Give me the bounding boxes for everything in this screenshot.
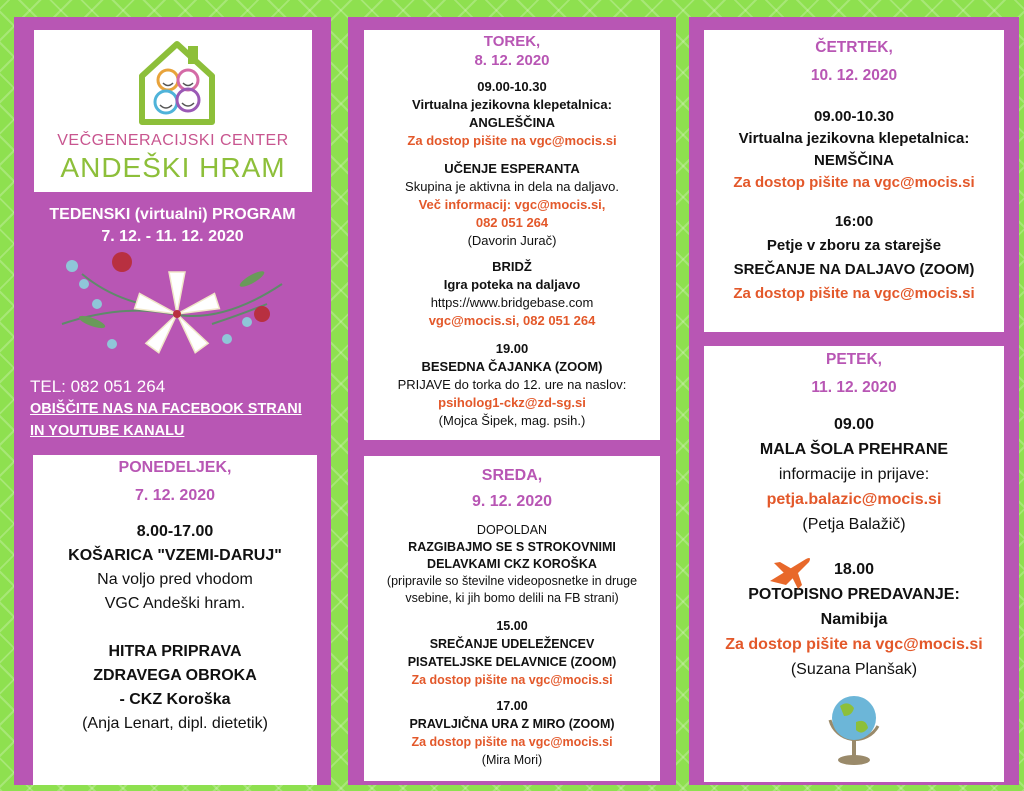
program-title-block (14, 204, 331, 248)
wednesday-ev1-title1: RAZGIBAJMO SE S STROKOVNIMI (408, 540, 616, 554)
monday-ev2-title1: HITRA PRIPRAVA (108, 643, 242, 660)
wednesday-ev2-time: 15.00 (496, 619, 528, 633)
logo-line2: ANDEŠKI HRAM (60, 152, 286, 183)
contact-block (30, 376, 302, 442)
tuesday-ev1-time: 09.00-10.30 (477, 79, 547, 94)
wednesday-date: 9. 12. 2020 (471, 493, 553, 510)
wednesday-ev3-note: (Mira Mori) (481, 753, 543, 767)
friday-day: PETEK, (826, 351, 882, 368)
tuesday-ev2-note: (Davorin Jurač) (467, 233, 557, 248)
wednesday-ev1-note2: vsebine, ki jih bomo delili na FB strani) (405, 591, 619, 605)
wednesday-ev2-title1: SREČANJE UDELEŽENCEV (429, 637, 595, 651)
monday-ev2-title2: ZDRAVEGA OBROKA (93, 667, 257, 684)
thursday-day: ČETRTEK, (815, 39, 893, 56)
tuesday-ev3-title: BRIDŽ (492, 259, 532, 274)
monday-ev1-time: 8.00-17.00 (136, 523, 214, 540)
tuesday-ev4-time: 19.00 (495, 341, 529, 356)
tuesday-ev4-note: (Mojca Šipek, mag. psih.) (438, 413, 586, 428)
monday-ev1-line2: VGC Andeški hram. (104, 595, 246, 612)
friday-ev1-title: MALA ŠOLA PREHRANE (759, 441, 949, 458)
tuesday-ev3-subtitle: Igra poteka na daljavo (443, 277, 581, 292)
friday-card (704, 346, 1004, 782)
thursday-ev2-time: 16:00 (834, 213, 874, 230)
monday-ev1-title: KOŠARICA "VZEMI-DARUJ" (68, 547, 282, 564)
tuesday-day: TOREK, (483, 33, 541, 50)
wednesday-ev1-note1: (pripravile so številne videoposnetke in druge (386, 574, 638, 588)
monday-ev1-line1: Na voljo pred vhodom (97, 571, 253, 588)
friday-ev2-time: 18.00 (833, 561, 875, 578)
thursday-ev1-title2: NEMŠČINA (813, 152, 894, 169)
friday-ev2-contact: Za dostop pišite na vgc@mocis.si (725, 636, 983, 653)
program-dates: 7. 12. - 11. 12. 2020 (101, 228, 244, 245)
tuesday-ev3-contact: vgc@mocis.si, 082 051 264 (428, 313, 596, 328)
friday-ev1-note: (Petja Balažič) (802, 516, 906, 533)
wednesday-ev2-contact: Za dostop pišite na vgc@mocis.si (411, 673, 613, 687)
monday-date: 7. 12. 2020 (134, 487, 216, 504)
wednesday-ev1-time: DOPOLDAN (476, 523, 548, 537)
tuesday-ev4-email: psiholog1-ckz@zd-sg.si (438, 395, 586, 410)
logo-line1: VEČGENERACIJSKI CENTER (57, 132, 289, 149)
wednesday-ev1-title2: DELAVKAMI CKZ KOROŠKA (427, 557, 597, 571)
facebook-link[interactable]: OBIŠČITE NAS NA FACEBOOK STRANI (30, 401, 302, 417)
friday-ev2-title1: POTOPISNO PREDAVANJE: (748, 586, 960, 603)
friday-ev2-title2: Namibija (820, 611, 888, 628)
tuesday-ev1-title1: Virtualna jezikovna klepetalnica: (412, 97, 612, 112)
tuesday-ev2-line1: Skupina je aktivna in dela na daljavo. (405, 179, 619, 194)
phone-number: TEL: 082 051 264 (30, 377, 166, 396)
globe-icon (822, 686, 886, 770)
monday-ev2-title3: - CKZ Koroška (119, 691, 231, 708)
program-title: TEDENSKI (virtualni) PROGRAM (49, 206, 296, 223)
friday-ev1-time: 09.00 (833, 416, 875, 433)
thursday-ev2-contact: Za dostop pišite na vgc@mocis.si (733, 285, 975, 302)
thursday-date: 10. 12. 2020 (810, 67, 898, 84)
youtube-link[interactable]: IN YOUTUBE KANALU (30, 423, 185, 439)
wednesday-ev3-title: PRAVLJIČNA URA Z MIRO (ZOOM) (409, 717, 615, 731)
monday-ev2-note: (Anja Lenart, dipl. dietetik) (82, 715, 268, 732)
tuesday-ev1-contact: Za dostop pišite na vgc@mocis.si (407, 133, 617, 148)
thursday-ev1-time: 09.00-10.30 (813, 108, 895, 125)
wednesday-ev3-contact: Za dostop pišite na vgc@mocis.si (411, 735, 613, 749)
thursday-ev2-title2: SREČANJE NA DALJAVO (ZOOM) (733, 261, 975, 278)
friday-ev1-line1: informacije in prijave: (778, 466, 930, 483)
tuesday-ev1-title2: ANGLEŠČINA (469, 115, 555, 130)
wednesday-ev2-title2: PISATELJSKE DELAVNICE (ZOOM) (407, 655, 617, 669)
tuesday-ev4-title: BESEDNA ČAJANKA (ZOOM) (421, 359, 603, 374)
poinsettia-decoration-icon (52, 244, 292, 364)
thursday-card (704, 30, 1004, 332)
tuesday-card (364, 30, 660, 440)
tuesday-date: 8. 12. 2020 (474, 52, 550, 69)
thursday-ev1-contact: Za dostop pišite na vgc@mocis.si (733, 174, 975, 191)
friday-date: 11. 12. 2020 (811, 379, 897, 396)
wednesday-ev3-time: 17.00 (496, 699, 528, 713)
tuesday-ev2-phone: 082 051 264 (475, 215, 549, 230)
monday-day: PONEDELJEK, (118, 459, 232, 476)
wednesday-card (364, 456, 660, 781)
house-smileys-logo-icon (132, 36, 222, 126)
tuesday-ev2-info: Več informacij: vgc@mocis.si, (418, 197, 606, 212)
airplane-icon (766, 551, 812, 591)
tuesday-ev4-line1: PRIJAVE do torka do 12. ure na naslov: (397, 377, 627, 392)
friday-ev2-note: (Suzana Planšak) (790, 661, 918, 678)
logo-card (34, 30, 312, 192)
friday-ev1-email: petja.balazic@mocis.si (766, 491, 942, 508)
monday-card (33, 455, 317, 785)
tuesday-ev3-url[interactable]: https://www.bridgebase.com (430, 295, 594, 310)
thursday-ev1-title1: Virtualna jezikovna klepetalnica: (738, 130, 970, 147)
tuesday-ev2-title: UČENJE ESPERANTA (444, 161, 580, 176)
wednesday-day: SREDA, (481, 467, 543, 484)
thursday-ev2-title1: Petje v zboru za starejše (766, 237, 942, 254)
